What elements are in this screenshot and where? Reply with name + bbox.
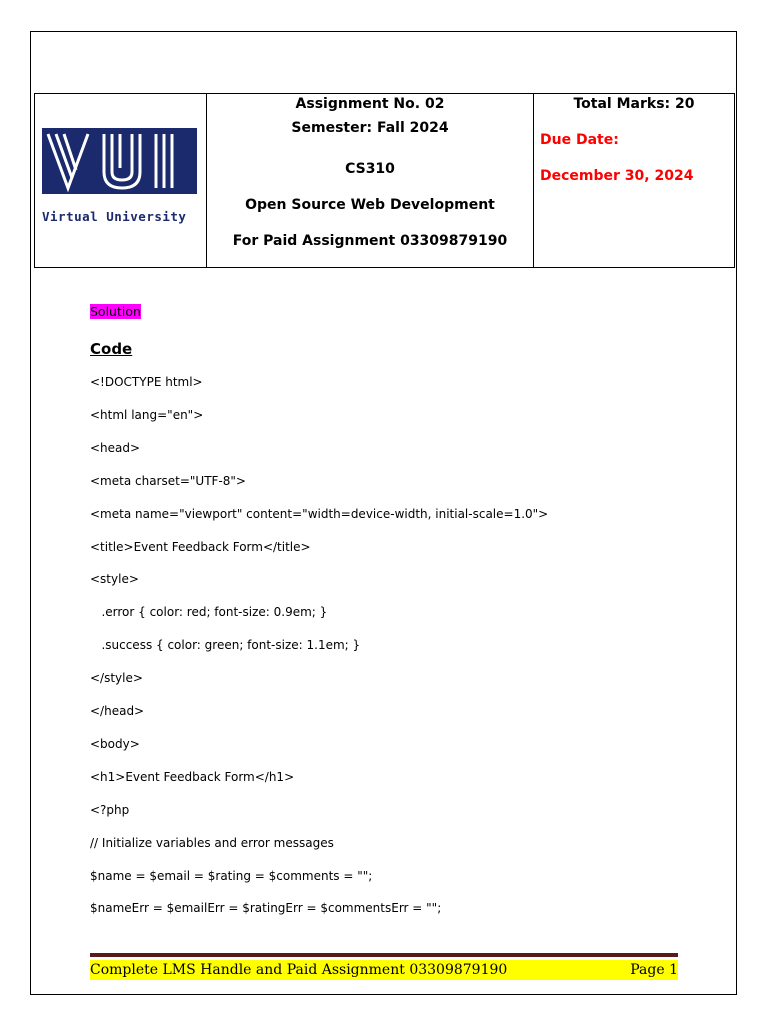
code-line: <h1>Event Feedback Form</h1> [90,769,295,784]
assignment-number: Assignment No. 02 [295,96,445,112]
marks-cell [534,94,734,267]
course-name: Open Source Web Development [245,197,495,213]
code-line: <meta name="viewport" content="width=device-width, initial-scale=1.0"> [90,506,549,521]
logo-cell [35,94,207,267]
code-line: <style> [90,572,139,587]
page-number: Page 1 [630,962,678,978]
code-line: <title>Event Feedback Form</title> [90,539,311,554]
semester: Semester: Fall 2024 [291,120,449,136]
course-info-cell [207,94,534,267]
code-line: .error { color: red; font-size: 0.9em; } [90,605,328,620]
footer-text: Complete LMS Handle and Paid Assignment 03309879190 [90,962,508,978]
code-line: <meta charset="UTF-8"> [90,473,246,488]
footer [90,960,678,980]
code-line: <body> [90,736,140,751]
vu-logo [42,128,197,194]
code-line: <html lang="en"> [90,407,204,422]
course-code: CS310 [345,161,395,177]
code-line: <!DOCTYPE html> [90,375,203,389]
code-line: <?php [90,802,130,817]
code-heading: Code [90,340,133,358]
paid-assignment-line: For Paid Assignment 03309879190 [232,233,508,249]
code-line: $name = $email = $rating = $comments = ""; [90,868,373,883]
code-line: $nameErr = $emailErr = $ratingErr = $commentsErr = ""; [90,901,442,916]
code-line: </style> [90,671,143,686]
code-line: .success { color: green; font-size: 1.1em; } [90,638,361,653]
header-table [34,93,735,268]
solution-label: Solution [90,304,141,319]
due-date: December 30, 2024 [540,168,694,184]
code-line: <head> [90,440,141,455]
vu-logo-mark [42,128,197,194]
due-date-label: Due Date: [540,132,619,148]
logo-subtitle: Virtual University [42,209,187,224]
total-marks: Total Marks: 20 [573,96,695,112]
code-line: </head> [90,704,145,718]
code-line: // Initialize variables and error messages [90,835,334,850]
footer-rule [90,953,678,957]
